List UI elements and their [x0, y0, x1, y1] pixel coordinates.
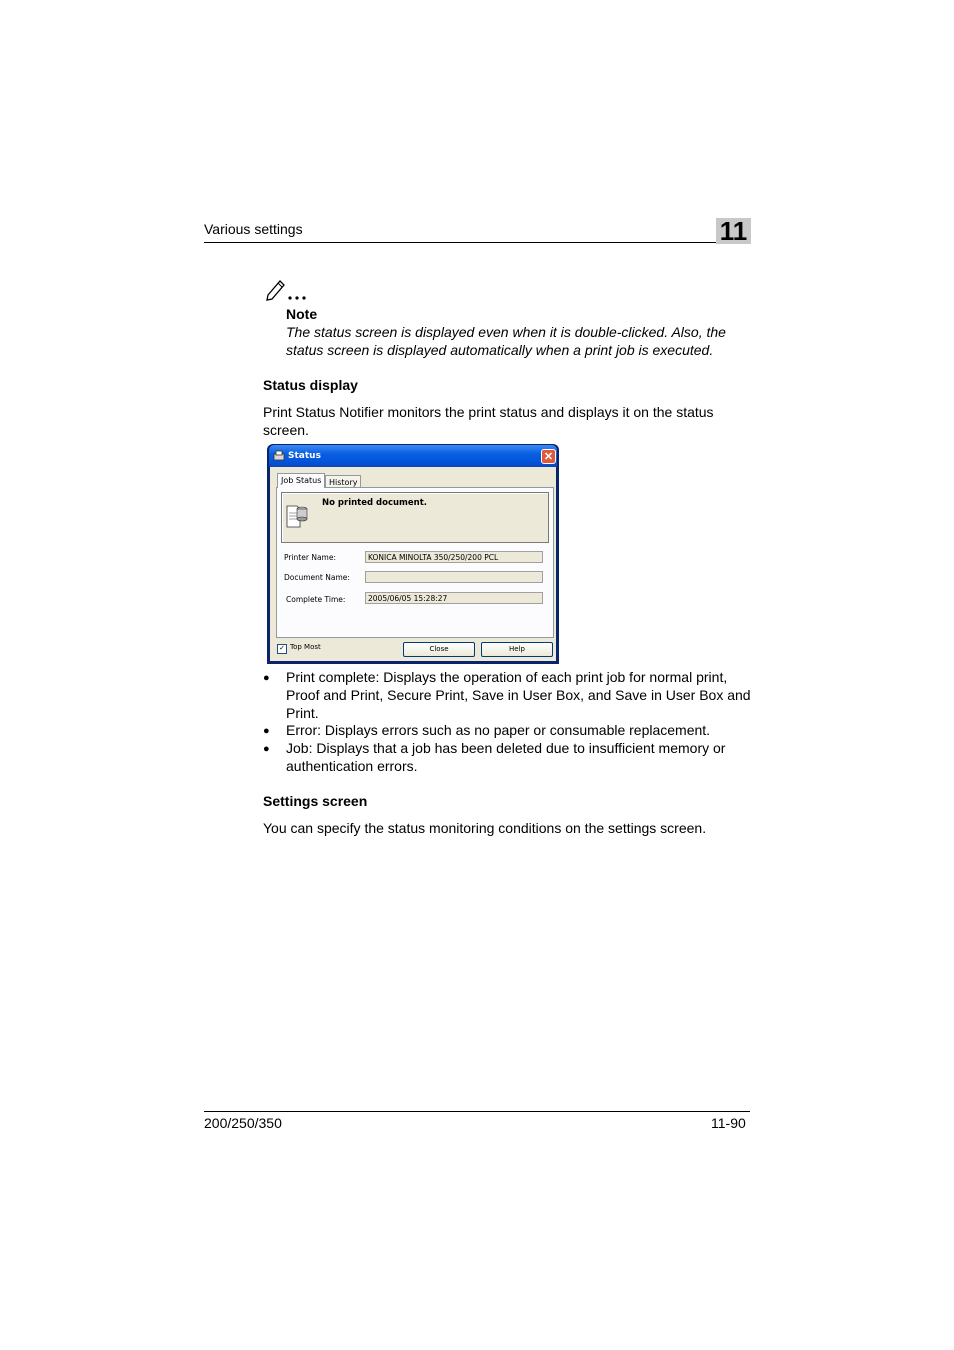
- top-most-checkbox[interactable]: ✓: [277, 644, 287, 654]
- list-item: Job: Displays that a job has been deleted due to insufficient memory or authentication errors.: [286, 740, 726, 774]
- document-name-field: [365, 571, 543, 583]
- tab-history[interactable]: History: [325, 475, 361, 488]
- settings-screen-paragraph: You can specify the status monitoring conditions on the settings screen.: [263, 820, 707, 836]
- complete-time-label: Complete Time:: [286, 595, 346, 604]
- note-text: The status screen is displayed even when it is double-clicked. Also, the status screen is displayed automatically when a print job is executed.: [286, 324, 726, 358]
- header-rule: [204, 242, 750, 243]
- settings-screen-heading: Settings screen: [263, 793, 368, 809]
- bullet-icon: ●: [263, 743, 270, 755]
- complete-time-field: 2005/06/05 15:28:27: [365, 592, 543, 604]
- document-name-label: Document Name:: [284, 573, 350, 582]
- top-most-label: Top Most: [290, 643, 321, 651]
- bullet-icon: ●: [263, 672, 270, 684]
- list-item: Print complete: Displays the operation of each print job for normal print, Proof and Print, Secure Print, Save in User Box, and Save in User Box and Print.: [286, 669, 751, 721]
- tab-job-status[interactable]: Job Status: [277, 473, 325, 488]
- window-body: [270, 467, 556, 661]
- status-message-box: [281, 492, 549, 543]
- footer-model: 200/250/350: [204, 1115, 282, 1131]
- help-button[interactable]: Help: [481, 642, 553, 657]
- bullet-icon: ●: [263, 725, 270, 737]
- status-display-heading: Status display: [263, 377, 358, 393]
- list-item: Error: Displays errors such as no paper or consumable replacement.: [286, 722, 711, 738]
- window-title: Status: [288, 451, 321, 461]
- status-display-paragraph: Print Status Notifier monitors the print status and displays it on the status screen.: [263, 404, 714, 438]
- pencil-note-icon: [265, 278, 311, 307]
- tab-panel: [276, 487, 554, 638]
- close-button[interactable]: Close: [403, 642, 475, 657]
- chapter-number: 11: [719, 216, 748, 246]
- printer-app-icon: [273, 449, 285, 461]
- status-window: [267, 444, 559, 664]
- printer-name-field: KONICA MINOLTA 350/250/200 PCL: [365, 551, 543, 563]
- running-header: Various settings: [204, 221, 303, 237]
- document-printer-icon: [286, 503, 308, 529]
- window-titlebar[interactable]: [269, 445, 557, 467]
- footer-page-number: 11-90: [711, 1115, 746, 1131]
- note-title: Note: [286, 306, 318, 322]
- close-icon[interactable]: ✕: [541, 449, 556, 464]
- status-message: No printed document.: [322, 498, 428, 508]
- printer-name-label: Printer Name:: [284, 553, 336, 562]
- footer-rule: [204, 1111, 750, 1112]
